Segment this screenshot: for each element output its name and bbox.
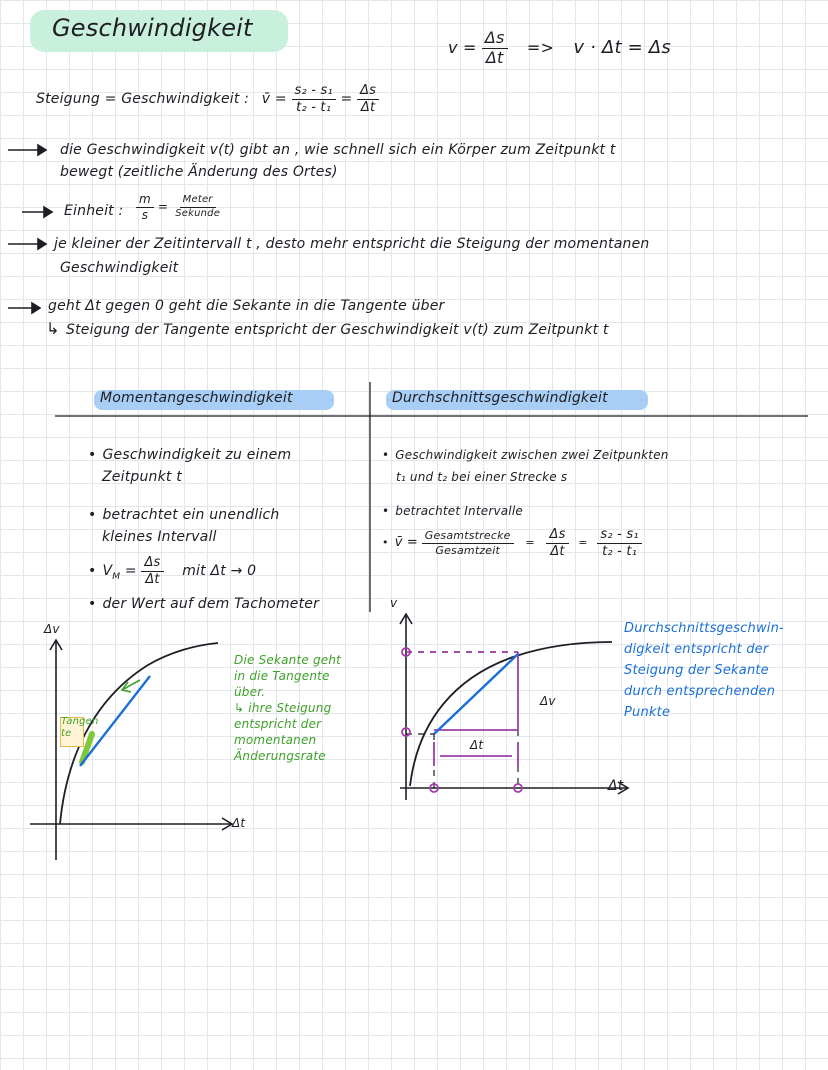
- right-note-5: Punkte: [624, 705, 671, 720]
- right-graph-purple-triangle: [402, 648, 522, 792]
- left-graph-x-label: Δt: [232, 816, 246, 830]
- right-b3-den3: t₂ - t₁: [602, 543, 638, 559]
- left-b2b: kleines Intervall: [102, 529, 217, 545]
- arrow-down-right-icon: ↳: [46, 319, 60, 338]
- note-line-4: je kleiner der Zeitintervall t , desto mehr entspricht die Steigung der momentanen: [54, 236, 650, 252]
- left-b3-den: Δt: [145, 571, 160, 587]
- right-b2: • betrachtet Intervalle: [382, 504, 523, 518]
- right-b1a: • Geschwindigkeit zwischen zwei Zeitpunkten: [382, 448, 669, 462]
- right-b3-v: v̄ =: [394, 535, 419, 551]
- right-note-3: Steigung der Sekante: [624, 663, 769, 678]
- unit-meter: Meter: [180, 195, 216, 208]
- steigung-vbar: v̄ =: [261, 91, 287, 108]
- steigung-eq: =: [340, 91, 353, 108]
- left-b3-v: V: [102, 563, 113, 580]
- left-note-6: momentanen: [234, 733, 317, 747]
- right-graph-note: [624, 618, 784, 723]
- right-graph-dv: Δv: [540, 694, 556, 708]
- note-line-5: Geschwindigkeit: [60, 260, 179, 276]
- left-note-3: über.: [234, 685, 266, 699]
- top-formula-num: Δs: [482, 30, 508, 49]
- tangente-label-b: te: [61, 728, 72, 739]
- top-formula-den: Δt: [485, 47, 504, 67]
- right-b3-num1: Gesamtstrecke: [422, 530, 514, 544]
- steigung-label: Steigung = Geschwindigkeit :: [36, 91, 250, 108]
- steigung-den1: t₂ - t₁: [296, 99, 332, 115]
- note-line-7: Steigung der Tangente entspricht der Geschwindigkeit v(t) zum Zeitpunkt t: [66, 322, 609, 338]
- right-graph-curve: [410, 642, 612, 786]
- steigung-num2: Δs: [357, 84, 379, 100]
- steigung-den2: Δt: [360, 99, 376, 115]
- top-formula-implies: =>: [526, 37, 555, 57]
- note-line-3: Einheit :: [64, 203, 124, 219]
- note-line-2: bewegt (zeitliche Änderung des Ortes): [60, 164, 338, 180]
- right-b3-eq2: =: [578, 536, 588, 550]
- right-graph-dt: Δt: [470, 738, 484, 752]
- right-b3-num2: Δs: [546, 528, 568, 544]
- steigung-num1: s₂ - s₁: [292, 84, 336, 100]
- right-b3-den1: Gesamtzeit: [435, 543, 501, 557]
- note-line-1: die Geschwindigkeit v(t) gibt an , wie schnell sich ein Körper zum Zeitpunkt t: [60, 142, 616, 158]
- top-formula-rhs: v · Δt = Δs: [573, 36, 671, 58]
- left-b3-num: Δs: [141, 556, 163, 572]
- tangente-label-a: Tangen: [61, 716, 99, 727]
- left-b3-sub: M: [112, 571, 121, 582]
- left-b4: • der Wert auf dem Tachometer: [88, 596, 319, 612]
- left-b3-post: mit Δt → 0: [182, 563, 257, 580]
- right-graph-secant: [434, 654, 518, 734]
- left-heading: Momentangeschwindigkeit: [100, 390, 293, 406]
- right-graph-x-label: Δt: [608, 778, 624, 794]
- left-graph-y-label: Δv: [44, 622, 60, 636]
- left-b2a: • betrachtet ein unendlich: [88, 507, 280, 523]
- left-note-7: Änderungsrate: [234, 749, 326, 763]
- right-b3-den2: Δt: [550, 543, 565, 559]
- unit-m: m: [136, 193, 154, 208]
- right-b3-num3: s₂ - s₁: [597, 528, 641, 544]
- right-graph-dashes: [406, 652, 518, 788]
- right-note-2: digkeit entspricht der: [624, 642, 769, 657]
- right-graph-y-label: v: [390, 596, 398, 610]
- unit-s: s: [141, 207, 149, 222]
- top-formula-v: v =: [448, 37, 477, 57]
- left-b1b: Zeitpunkt t: [102, 469, 182, 485]
- left-note-1: Die Sekante geht: [234, 653, 342, 667]
- right-note-1: Durchschnittsgeschwin-: [624, 621, 784, 636]
- right-heading: Durchschnittsgeschwindigkeit: [392, 390, 608, 406]
- left-note-2: in die Tangente: [234, 669, 330, 683]
- left-b3-eq: =: [124, 563, 137, 580]
- right-note-4: durch entsprechenden: [624, 684, 776, 699]
- right-b3-eq1: =: [525, 536, 535, 550]
- unit-eq: =: [157, 199, 169, 214]
- note-line-6: geht Δt gegen 0 geht die Sekante in die Tangente über: [48, 298, 445, 314]
- left-note-5: entspricht der: [234, 717, 322, 731]
- unit-sekunde: Sekunde: [175, 207, 221, 219]
- left-note-4: ↳ ihre Steigung: [234, 701, 332, 715]
- right-b1b: t₁ und t₂ bei einer Strecke s: [396, 470, 568, 484]
- left-b1a: • Geschwindigkeit zu einem: [88, 447, 291, 463]
- page-title: Geschwindigkeit: [52, 14, 253, 42]
